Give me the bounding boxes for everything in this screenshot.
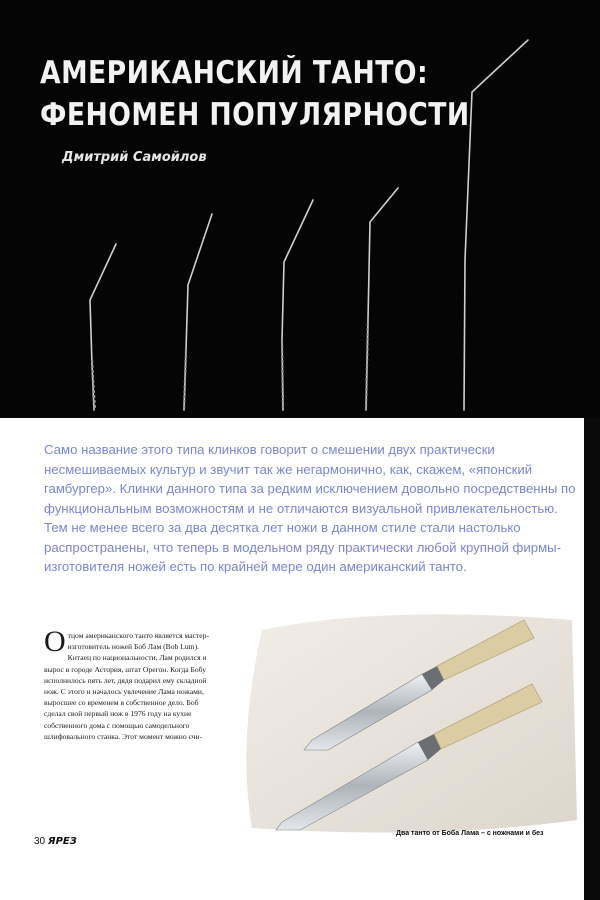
- title-line-2: ФЕНОМЕН ПОПУЛЯРНОСТИ: [40, 97, 470, 133]
- cloth-backdrop: [246, 614, 577, 832]
- tanto-silhouette-3: [282, 200, 313, 410]
- tanto-silhouette-4: [366, 188, 398, 410]
- knives-photo: [232, 600, 584, 835]
- drop-cap: О: [44, 625, 66, 658]
- title-line-1: АМЕРИКАНСКИЙ ТАНТО:: [40, 55, 429, 91]
- lead-paragraph: Само название этого типа клинков говорит о смешении двух практически несмешиваемых культур и звучит так же негармонично, как, скажем, «японский гамбургер». Клинки данного типа за редким исключением довольно посредственны по функциональным возможностям и не отличаются визуальной привлекательностью. Тем не менее всего за два десятка лет ножи в данном стиле стали настолько распространены, что теперь в модельном ряду практически любой крупной фирмы-изготовителя ножей есть по крайней мере один американский танто.: [44, 442, 576, 574]
- page-folio: [34, 836, 77, 847]
- article-text: тцом американского танто является мастер-изготовитель ножей Боб Лам (Bob Lum). Китаец по национальности, Лам родился и вырос в городе Астория, штат Орегон. Когда Бобу исполнилось пять лет, дядя подарил ему складной нож. С этого и началось увлечение Лама ножами, выросшее со временем в собственное дело. Боб сделал свой первый нож в 1976 году на кухне собственного дома с помощью самодельного шлифовального станка. Этот момент можно счи-: [44, 631, 209, 741]
- tanto-silhouette-2: [184, 214, 212, 410]
- author-byline: Дмитрий Самойлов: [62, 150, 207, 165]
- article-title: [40, 52, 470, 136]
- magazine-logo: ЯРЕЗ: [47, 836, 77, 847]
- article-body: [44, 625, 214, 742]
- hero-banner: [0, 0, 600, 418]
- photo-caption: Два танто от Боба Лама – с ножнами и без: [396, 830, 544, 837]
- tanto-silhouette-5: [464, 40, 528, 410]
- page-edge-strip: [584, 418, 600, 900]
- page-number: 30: [34, 836, 46, 847]
